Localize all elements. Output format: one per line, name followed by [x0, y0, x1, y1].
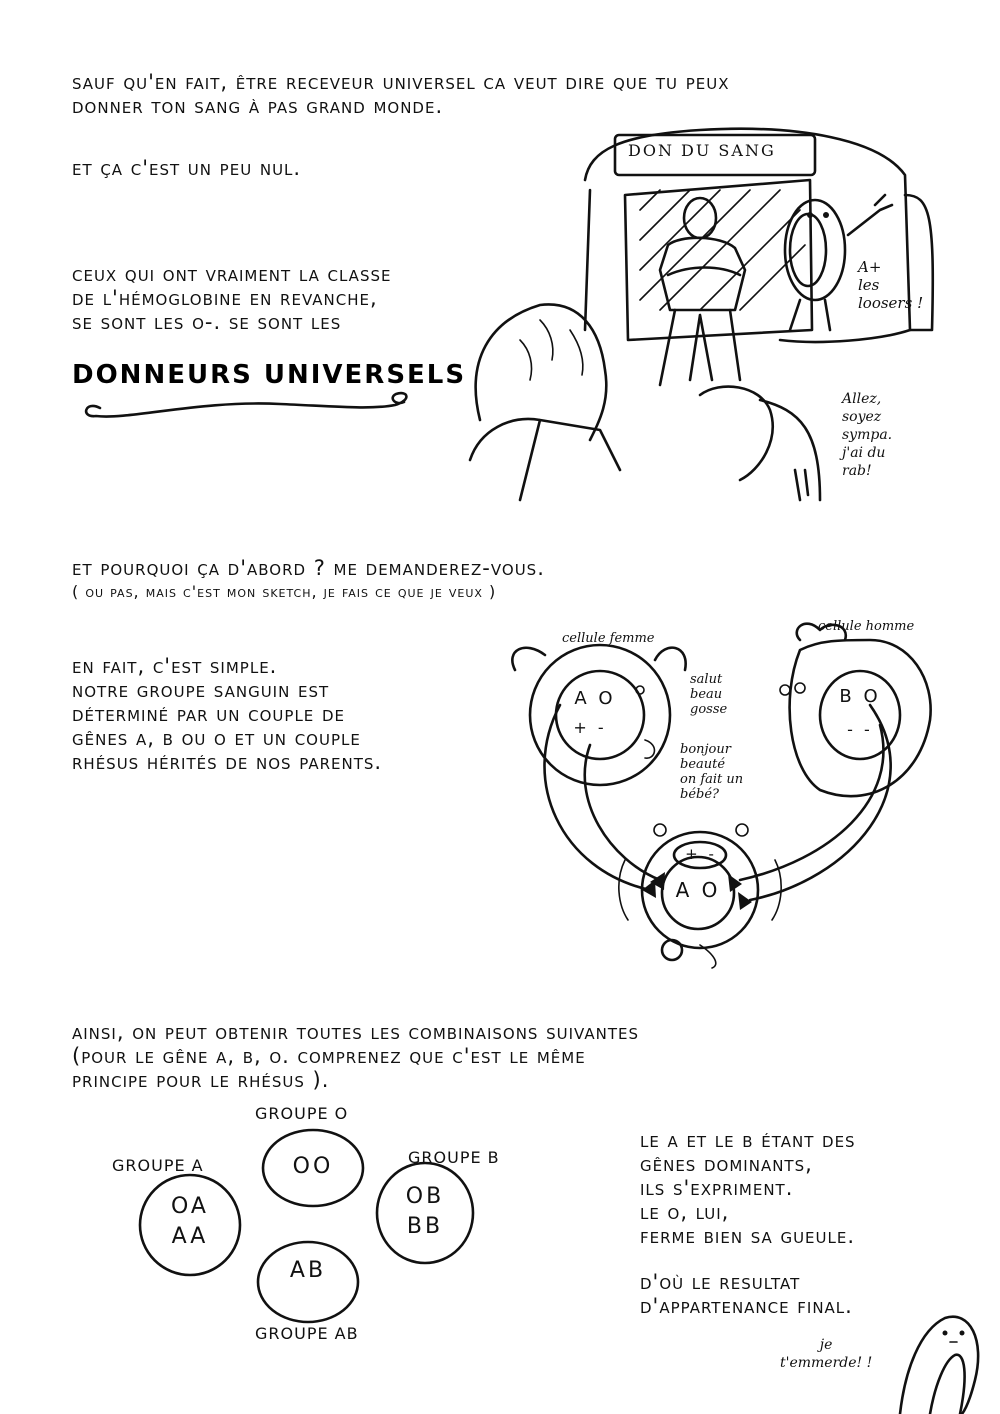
- text-line: le o, lui,: [640, 1200, 730, 1224]
- donneurs-universels-title: DONNEURS UNIVERSELS: [72, 360, 467, 390]
- text-line: ceux qui ont vraiment la classe: [72, 262, 392, 286]
- text-line: en fait, c'est simple.: [72, 654, 278, 678]
- text-line: d'où le resultat: [640, 1270, 801, 1294]
- text-line: principe pour le rhésus ).: [72, 1068, 330, 1092]
- text-line: ainsi, on peut obtenir toutes les combinaisons suivantes: [72, 1020, 639, 1044]
- aside-text: ( ou pas, mais c'est mon sketch, je fais ce que je veux ): [72, 582, 497, 601]
- text-line: d'appartenance final.: [640, 1294, 853, 1318]
- text-line: gênes dominants,: [640, 1152, 813, 1176]
- salut-quote: salut beau gosse: [690, 672, 728, 717]
- groupe-o-label: GROUPE O: [255, 1104, 349, 1123]
- text-line: sauf qu'en fait, être receveur universel ca veut dire que tu peux: [72, 70, 730, 94]
- male-rhesus: - -: [847, 720, 873, 739]
- groupe-ab-label: GROUPE AB: [255, 1324, 359, 1343]
- baby-genes: A O: [675, 878, 721, 902]
- woman-quote: Allez, soyez sympa. j'ai du rab!: [842, 391, 893, 479]
- text-line: (pour le gêne a, b, o. comprenez que c'est le même: [72, 1044, 586, 1068]
- text-line: se sont les o-. se sont les: [72, 310, 342, 334]
- text-line: notre groupe sanguin est: [72, 678, 330, 702]
- groupe-o-genes: OO: [292, 1154, 334, 1179]
- groupe-a-genes: OA AA: [171, 1194, 209, 1249]
- text-line: déterminé par un couple de: [72, 702, 345, 726]
- text-line: ferme bien sa gueule.: [640, 1224, 856, 1248]
- cellule-femme-label: cellule femme: [562, 631, 655, 646]
- don-du-sang-sign-text: DON DU SANG: [628, 141, 776, 160]
- male-genes: B O: [839, 686, 881, 707]
- question-text: et pourquoi ça d'abord ? me demanderez-vous.: [72, 556, 545, 580]
- text-line: gênes a, b ou o et un couple: [72, 726, 361, 750]
- female-genes: A O: [574, 688, 616, 709]
- text-line: donner ton sang à pas grand monde.: [72, 94, 444, 118]
- o-character-speech: je t'emmerde! !: [780, 1337, 873, 1371]
- text-line: ils s'expriment.: [640, 1176, 794, 1200]
- groupe-ab-genes: AB: [289, 1258, 327, 1283]
- remark-text: et ça c'est un peu nul.: [72, 156, 302, 180]
- bonjour-quote: bonjour beauté on fait un bébé?: [680, 742, 744, 802]
- blood-cell-quote: A+ les loosers !: [858, 258, 924, 312]
- groupe-b-genes: OB BB: [405, 1184, 445, 1239]
- groupe-b-label: GROUPE B: [408, 1148, 500, 1167]
- text-line: le a et le b étant des: [640, 1128, 856, 1152]
- text-line: de l'hémoglobine en revanche,: [72, 286, 378, 310]
- baby-rhesus: + -: [685, 845, 717, 863]
- cellule-homme-label: cellule homme: [818, 619, 915, 634]
- text-line: rhésus hérités de nos parents.: [72, 750, 383, 774]
- groupe-a-label: GROUPE A: [112, 1156, 204, 1175]
- female-rhesus: + -: [573, 718, 607, 737]
